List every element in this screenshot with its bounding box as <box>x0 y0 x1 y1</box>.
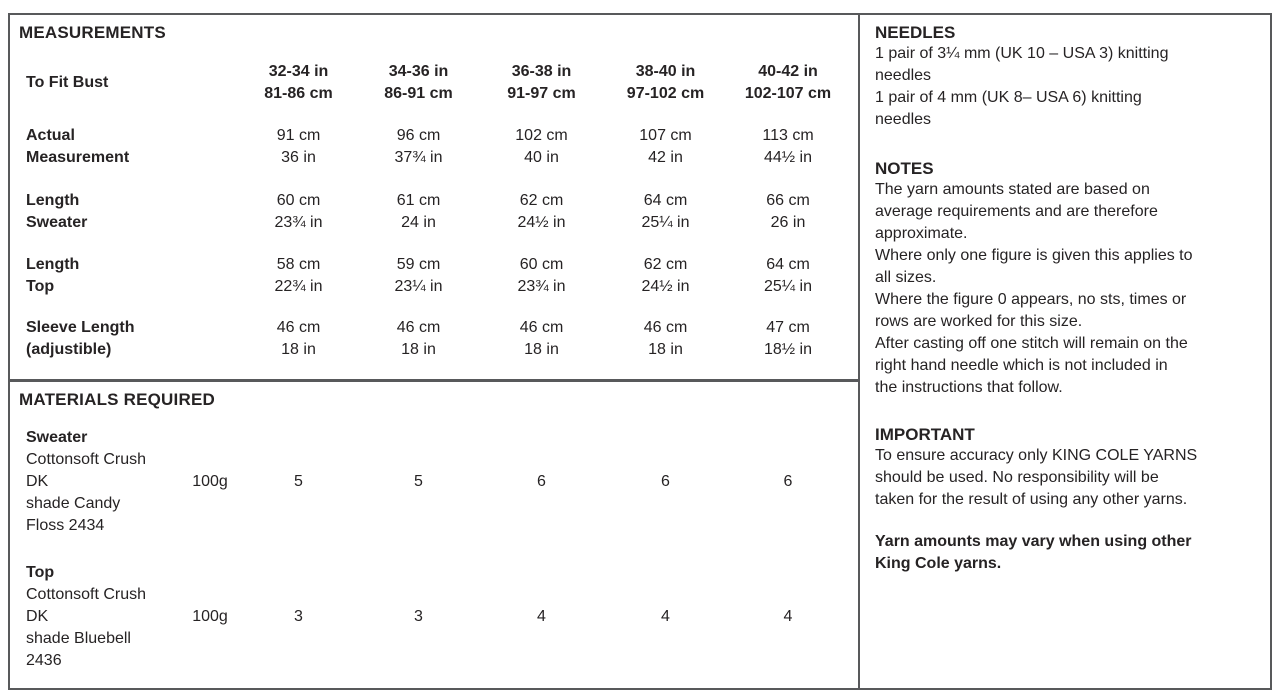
cell-value: 46 cm 18 in <box>519 319 564 358</box>
ball-quantity: 5 <box>414 473 423 490</box>
cell-value: 61 cm 24 in <box>396 192 441 231</box>
cell-value: 113 cm 44½ in <box>762 127 814 166</box>
ball-quantity: 5 <box>294 473 303 490</box>
needles-section: NEEDLES 1 pair of 3¼ mm (UK 10 – USA 3) knitting needles 1 pair of 4 mm (UK 8– USA 6) knitting needles <box>875 23 1256 131</box>
cell-value: 62 cm 24½ in <box>517 192 566 231</box>
measurements-section <box>10 15 858 379</box>
important-title: IMPORTANT <box>875 425 975 444</box>
spacer-cell <box>180 61 240 105</box>
info-panel <box>858 13 1272 690</box>
cell-value: 60 cm 23¾ in <box>517 256 566 295</box>
cell-value: 64 cm 25¼ in <box>641 192 690 231</box>
ball-quantity: 4 <box>661 608 670 625</box>
ball-weight: 100g <box>192 473 228 490</box>
yarn-variation-note: Yarn amounts may vary when using other King Cole yarns. <box>875 533 1192 572</box>
material-row-sweater <box>10 427 858 537</box>
size-column-header: 34-36 in 86-91 cm <box>384 63 453 102</box>
cell-value: 60 cm 23¾ in <box>274 192 323 231</box>
cell-value: 46 cm 18 in <box>396 319 441 358</box>
needles-title: NEEDLES <box>875 23 956 42</box>
cell-value: 47 cm 18½ in <box>763 319 813 358</box>
material-row-top <box>10 562 858 672</box>
material-name: Top <box>26 564 55 581</box>
measurement-row-length-top <box>10 254 858 298</box>
spacer-cell <box>180 317 240 361</box>
notes-title: NOTES <box>875 159 934 178</box>
spacer-cell <box>180 125 240 169</box>
cell-value: 107 cm 42 in <box>639 127 692 166</box>
cell-value: 46 cm 18 in <box>276 319 321 358</box>
size-column-header: 38-40 in 97-102 cm <box>626 63 705 102</box>
ball-quantity: 3 <box>294 608 303 625</box>
materials-title: MATERIALS REQUIRED <box>19 390 215 409</box>
ball-quantity: 6 <box>537 473 546 490</box>
size-column-header: 40-42 in 102-107 cm <box>744 63 832 102</box>
ball-quantity: 6 <box>661 473 670 490</box>
to-fit-bust-label: To Fit Bust <box>26 74 109 91</box>
size-header-row <box>10 61 858 105</box>
ball-quantity: 4 <box>783 608 793 625</box>
measurement-row-sleeve-length <box>10 317 858 361</box>
spacer-cell <box>180 190 240 234</box>
cell-value: 59 cm 23¼ in <box>394 256 443 295</box>
important-section: IMPORTANT To ensure accuracy only KING COLE YARNS should be used. No responsibility will be taken for the result of using any other yarns. <box>875 425 1256 511</box>
cell-value: 66 cm 26 in <box>766 192 810 231</box>
cell-value: 64 cm 25¼ in <box>763 256 813 295</box>
spacer-cell <box>180 254 240 298</box>
ball-quantity: 3 <box>414 608 423 625</box>
cell-value: 96 cm 37¾ in <box>394 127 443 166</box>
notes-section: NOTES The yarn amounts stated are based on average requirements and are therefore approximate. Where only one figure is given this applies to all sizes. Where the figure 0 appears, no sts, times or rows are worked for this size. After casting off one stitch will remain on the right hand needle which is not included in the instructions that follow. <box>875 159 1256 399</box>
row-label: Sleeve Length (adjustible) <box>26 319 135 358</box>
measurement-row-length-sweater <box>10 190 858 234</box>
size-column-header: 36-38 in 91-97 cm <box>507 63 576 102</box>
cell-value: 46 cm 18 in <box>643 319 688 358</box>
left-panel <box>8 13 860 690</box>
ball-quantity: 6 <box>783 473 793 490</box>
cell-value: 58 cm 22¾ in <box>274 256 323 295</box>
cell-value: 91 cm 36 in <box>276 127 321 166</box>
row-label: Length Sweater <box>26 192 88 231</box>
size-column-header: 32-34 in 81-86 cm <box>264 63 333 102</box>
materials-section <box>10 379 858 672</box>
cell-value: 62 cm 24½ in <box>641 256 690 295</box>
material-name: Sweater <box>26 429 88 446</box>
cell-value: 102 cm 40 in <box>515 127 568 166</box>
row-label: Length Top <box>26 256 80 295</box>
measurements-title: MEASUREMENTS <box>19 23 166 42</box>
ball-weight: 100g <box>192 608 228 625</box>
ball-quantity: 4 <box>537 608 546 625</box>
material-description: Sweater Cottonsoft Crush DK shade Candy Floss 2434 <box>20 427 180 537</box>
row-label: Actual Measurement <box>26 127 130 166</box>
measurement-row-actual <box>10 125 858 169</box>
material-description: Top Cottonsoft Crush DK shade Bluebell 2436 <box>20 562 180 672</box>
